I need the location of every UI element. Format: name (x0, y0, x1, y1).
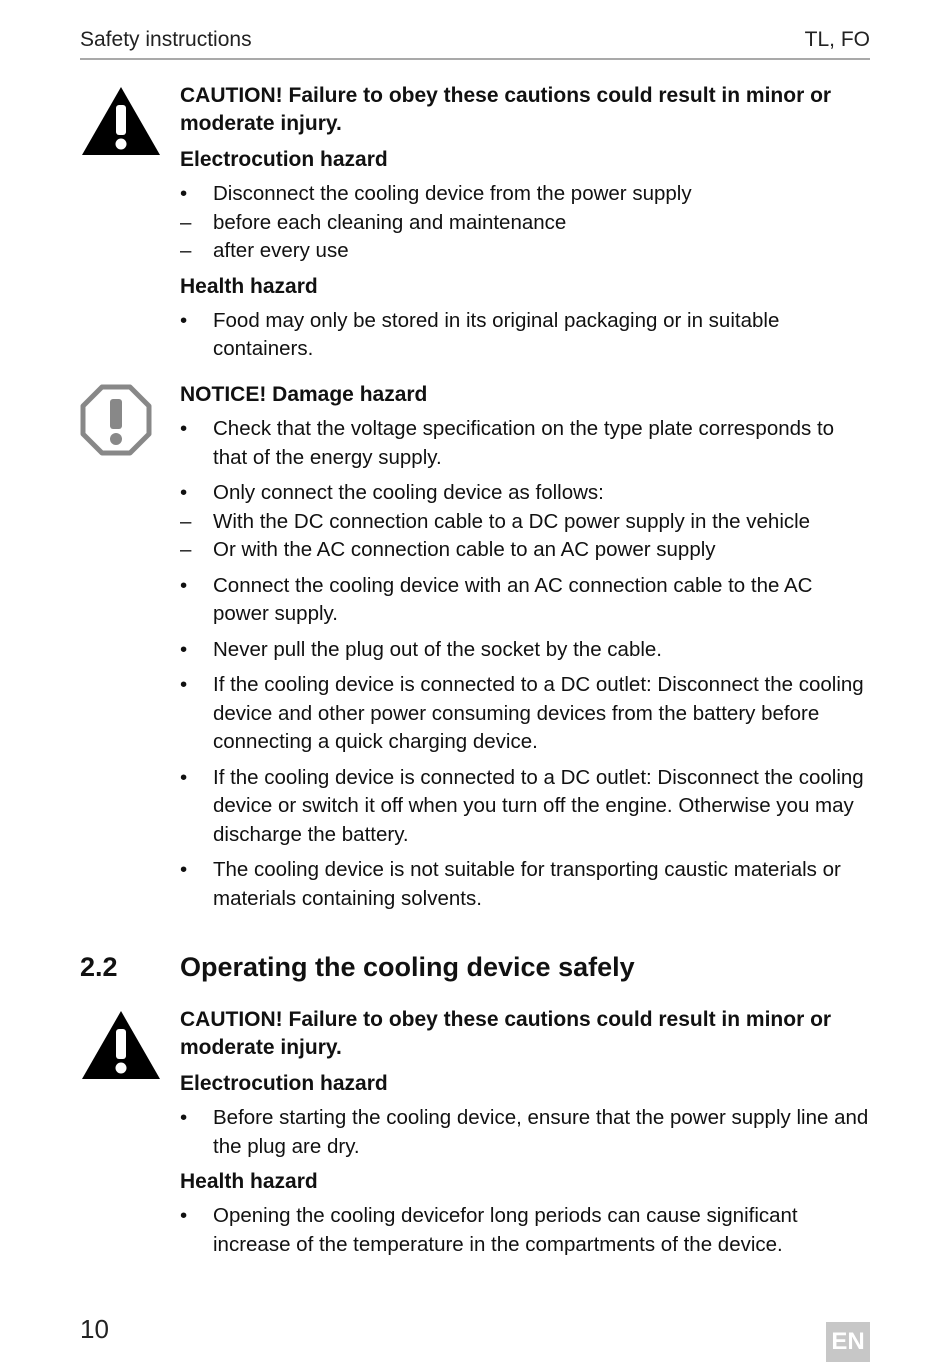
list-item (180, 572, 870, 629)
caution-block-1 (80, 82, 870, 372)
bullet-icon: • (180, 858, 188, 881)
bullet-icon: • (180, 481, 188, 504)
list-item (180, 671, 870, 757)
section-heading (80, 952, 870, 992)
dash-icon: – (180, 239, 192, 262)
notice-heading: NOTICE! Damage hazard (180, 383, 428, 406)
page-number: 10 (80, 1314, 109, 1344)
list-item-text: Never pull the plug out of the socket by the cable. (213, 637, 662, 661)
section-number: 2.2 (80, 952, 118, 982)
list-item (180, 856, 870, 913)
list-item (180, 479, 870, 565)
list-item-text: Food may only be stored in its original packaging or in suitable containers. (213, 308, 780, 360)
sub-list-item (180, 536, 870, 565)
list-item-text: Opening the cooling devicefor long periods can cause significant increase of the temperature in the compartments of the device. (213, 1204, 798, 1256)
electrocution-hazard-title: Electrocution hazard (180, 148, 388, 171)
warning-triangle-icon (80, 85, 162, 162)
list-item (180, 764, 870, 850)
dash-icon: – (180, 509, 192, 533)
sub-list-item (180, 508, 870, 537)
bullet-icon: • (180, 182, 188, 205)
sub-list-item (180, 209, 870, 238)
list-item-text: If the cooling device is connected to a DC outlet: Disconnect the cooling device and other power consuming devices from the battery before connecting a quick charging device. (213, 673, 864, 753)
bullet-icon: • (180, 1106, 188, 1129)
list-item-text: Before starting the cooling device, ensure that the power supply line and the plug are dry. (213, 1106, 869, 1158)
sub-list-item (180, 237, 870, 266)
notice-block (80, 381, 870, 921)
health-hazard-title: Health hazard (180, 274, 318, 298)
sub-list-item-text: after every use (213, 239, 349, 262)
section-title: Operating the cooling device safely (180, 952, 635, 982)
list-item (180, 636, 870, 665)
bullet-icon: • (180, 308, 188, 332)
caution-block-2 (80, 1006, 870, 1266)
sub-list-item-text: Or with the AC connection cable to an AC power supply (213, 538, 716, 561)
electrocution-hazard-title: Electrocution hazard (180, 1072, 388, 1095)
caution-heading: CAUTION! Failure to obey these cautions could result in minor or moderate injury. (180, 84, 832, 135)
header-section-title: Safety instructions (80, 28, 252, 51)
list-item (180, 180, 870, 266)
language-badge: EN (826, 1322, 870, 1362)
sub-list-item-text: With the DC connection cable to a DC power supply in the vehicle (213, 509, 811, 533)
bullet-icon: • (180, 417, 188, 440)
health-hazard-title: Health hazard (180, 1170, 318, 1193)
list-item (180, 1202, 870, 1259)
notice-octagon-icon (80, 384, 152, 461)
sub-list-item-text: before each cleaning and maintenance (213, 210, 567, 234)
header-model: TL, FO (804, 28, 870, 51)
list-item (180, 307, 870, 364)
dash-icon: – (180, 210, 192, 234)
list-item (180, 415, 870, 472)
list-item-text: Connect the cooling device with an AC connection cable to the AC power supply. (213, 573, 813, 625)
dash-icon: – (180, 538, 192, 561)
bullet-icon: • (180, 573, 188, 597)
list-item-text: Check that the voltage specification on the type plate corresponds to that of the energy supply. (213, 417, 835, 469)
bullet-icon: • (180, 1204, 188, 1227)
warning-triangle-icon (80, 1009, 162, 1086)
list-item-text: Only connect the cooling device as follows: (213, 481, 604, 504)
caution-heading: CAUTION! Failure to obey these cautions could result in minor or moderate injury. (180, 1008, 832, 1059)
list-item-text: Disconnect the cooling device from the power supply (213, 182, 692, 205)
page-header (80, 28, 870, 60)
bullet-icon: • (180, 673, 188, 696)
bullet-icon: • (180, 637, 188, 661)
list-item-text: The cooling device is not suitable for transporting caustic materials or materials containing solvents. (213, 858, 841, 910)
list-item-text: If the cooling device is connected to a DC outlet: Disconnect the cooling device or switch it off when you turn off the engine. Otherwise you may discharge the battery. (213, 765, 864, 846)
bullet-icon: • (180, 765, 188, 789)
list-item (180, 1104, 870, 1161)
